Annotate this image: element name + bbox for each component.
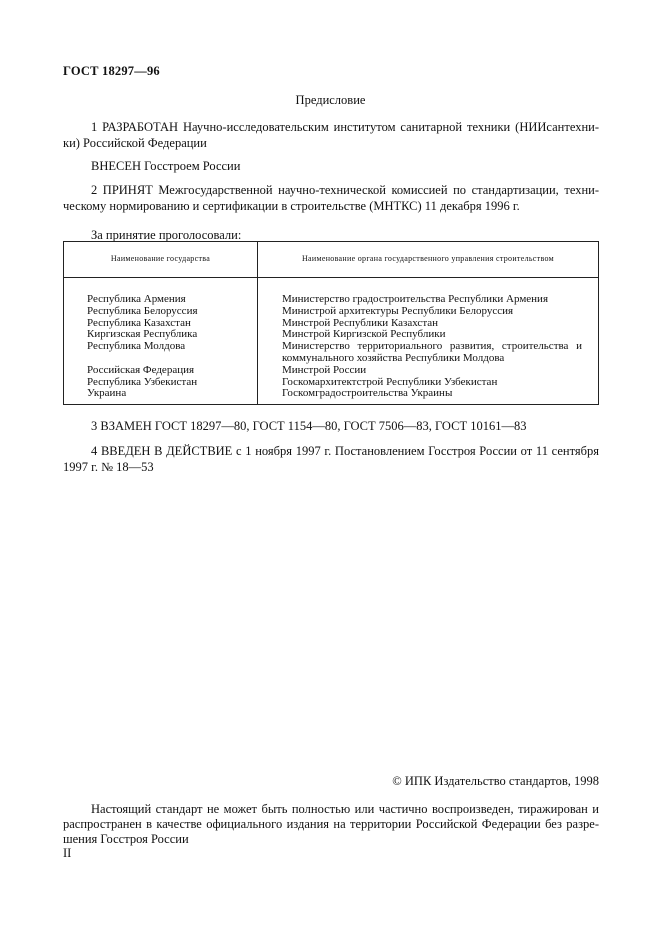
paragraph-replaces: 3 ВЗАМЕН ГОСТ 18297—80, ГОСТ 1154—80, ГОСТ 7506—83, ГОСТ 10161—83	[91, 419, 527, 433]
vote-table-header-organ: Наименование органа государственного управления строительством	[301, 254, 554, 263]
copyright-notice: © ИПК Издательство стандартов, 1998	[392, 774, 599, 788]
paragraph-effective-date-line1: 4 ВВЕДЕН В ДЕЙСТВИЕ с 1 ноября 1997 г. Постановлением Госстроя России от 11 сентября	[91, 444, 599, 458]
table-cell-organ: Министрой архитектуры Республики Белоруссия	[282, 304, 514, 317]
paragraph-effective-date	[63, 443, 599, 475]
paragraph-effective-date-line2: 1997 г. № 18—53	[63, 460, 154, 474]
table-cell-state: Украина	[87, 387, 127, 400]
reproduction-notice	[63, 802, 599, 847]
table-cell-state: Республика Армения	[87, 293, 186, 305]
paragraph-developed-line2: ки) Российской Федерации	[63, 136, 207, 150]
page-number: II	[63, 846, 72, 860]
table-cell-organ: Минстрой Киргизской Республики	[282, 328, 446, 341]
vote-table	[63, 241, 599, 405]
vote-table-states-column	[87, 294, 198, 400]
table-cell-state: Киргизская Республика	[87, 328, 198, 341]
standard-code: ГОСТ 18297—96	[63, 64, 160, 78]
table-cell-organ: Минстрой Республики Казахстан	[282, 316, 439, 329]
table-cell-state: Республика Казахстан	[87, 316, 191, 329]
table-cell-organ: Министерство градостроительства Республики Армения	[282, 293, 548, 305]
vote-table-organs-column	[282, 294, 582, 400]
reproduction-notice-line2: распространен в качестве официального издания на территории Российской Федерации без разре-	[63, 817, 599, 831]
reproduction-notice-line3: шения Госстроя России	[63, 832, 189, 846]
paragraph-introduced-by: ВНЕСЕН Госстроем России	[91, 159, 241, 173]
vote-caption: За принятие проголосовали:	[91, 228, 242, 242]
reproduction-notice-line1: Настоящий стандарт не может быть полностью или частично воспроизведен, тиражирован и	[91, 802, 599, 816]
table-cell-state: Республика Молдова	[87, 340, 186, 353]
table-cell-organ: Минстрой России	[282, 363, 367, 376]
table-cell-state: Республика Белоруссия	[87, 304, 198, 317]
paragraph-adopted-line1: 2 ПРИНЯТ Межгосударственной научно-технической комиссией по стандартизации, техни-	[91, 183, 599, 197]
paragraph-developed-line1: 1 РАЗРАБОТАН Научно-исследовательским институтом санитарной техники (НИИсантехни-	[91, 120, 599, 134]
vote-table-header-state: Наименование государства	[110, 254, 211, 263]
table-cell-state: Российская Федерация	[87, 363, 195, 376]
foreword-title: Предисловие	[295, 93, 366, 107]
table-cell-state: Республика Узбекистан	[87, 375, 198, 388]
vote-table-header	[64, 242, 598, 278]
table-cell-organ: Госкомархитектстрой Республики Узбекистан	[282, 375, 498, 388]
paragraph-developed	[63, 119, 599, 151]
paragraph-adopted	[63, 182, 599, 214]
table-cell-organ: Госкомградостроительства Украины	[282, 387, 453, 400]
table-cell-organ: Министерство территориального развития, строительства и коммунального хозяйства Республики Молдова	[282, 340, 582, 364]
paragraph-adopted-line2: ческому нормированию и сертификации в строительстве (МНТКС) 11 декабря 1996 г.	[63, 199, 520, 213]
vote-table-column-divider	[257, 242, 258, 404]
